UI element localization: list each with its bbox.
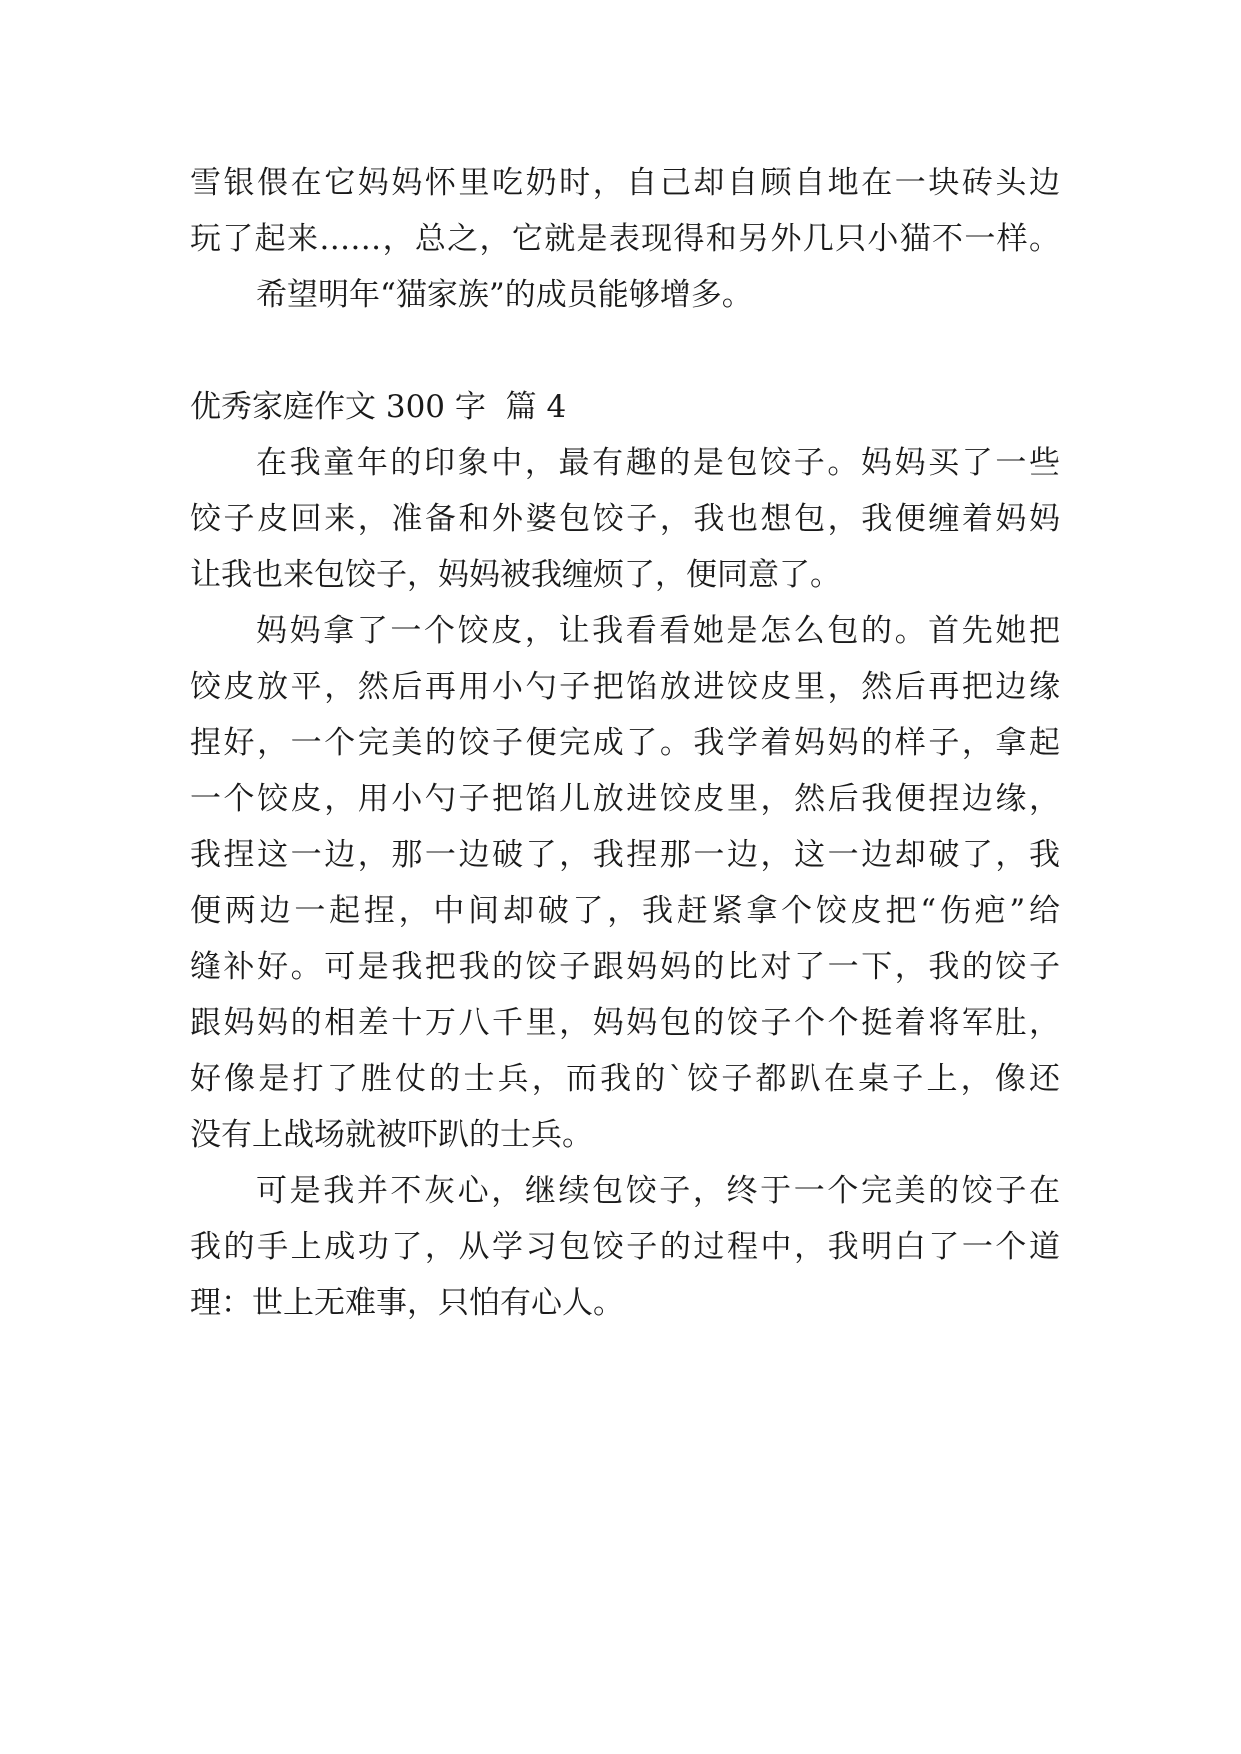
paragraph-line: 玩了起来……，总之，它就是表现得和另外几只小猫不一样。 bbox=[190, 221, 1060, 257]
paragraph-line: 缝补好。可是我把我的饺子跟妈妈的比对了一下，我的饺子 bbox=[190, 949, 1060, 985]
paragraph-line: 捏好，一个完美的饺子便完成了。我学着妈妈的样子，拿起 bbox=[190, 725, 1060, 761]
section-heading: 优秀家庭作文 300 字 篇 4 bbox=[190, 389, 567, 425]
paragraph-line: 我的手上成功了，从学习包饺子的过程中，我明白了一个道 bbox=[190, 1229, 1060, 1265]
paragraph-line: 让我也来包饺子，妈妈被我缠烦了，便同意了。 bbox=[190, 557, 841, 593]
paragraph-line: 跟妈妈的相差十万八千里，妈妈包的饺子个个挺着将军肚， bbox=[190, 1005, 1060, 1041]
paragraph-line: 没有上战场就被吓趴的士兵。 bbox=[190, 1117, 593, 1153]
paragraph-line: 一个饺皮，用小勺子把馅儿放进饺皮里，然后我便捏边缘， bbox=[190, 781, 1060, 817]
paragraph-line: 雪银偎在它妈妈怀里吃奶时，自己却自顾自地在一块砖头边 bbox=[190, 165, 1060, 201]
paragraph-line: 理：世上无难事，只怕有心人。 bbox=[190, 1285, 624, 1321]
paragraph-line: 妈妈拿了一个饺皮，让我看看她是怎么包的。首先她把 bbox=[256, 613, 1060, 649]
paragraph-line: 饺子皮回来，准备和外婆包饺子，我也想包，我便缠着妈妈 bbox=[190, 501, 1060, 537]
paragraph-line: 希望明年“猫家族”的成员能够增多。 bbox=[256, 277, 753, 313]
paragraph-line: 好像是打了胜仗的士兵，而我的`饺子都趴在桌子上，像还 bbox=[190, 1061, 1060, 1097]
paragraph-line: 便两边一起捏，中间却破了，我赶紧拿个饺皮把“伤疤”给 bbox=[190, 893, 1060, 929]
paragraph-line: 可是我并不灰心，继续包饺子，终于一个完美的饺子在 bbox=[256, 1173, 1060, 1209]
paragraph-line: 我捏这一边，那一边破了，我捏那一边，这一边却破了，我 bbox=[190, 837, 1060, 873]
paragraph-line: 在我童年的印象中，最有趣的是包饺子。妈妈买了一些 bbox=[256, 445, 1060, 481]
paragraph-line: 饺皮放平，然后再用小勺子把馅放进饺皮里，然后再把边缘 bbox=[190, 669, 1060, 705]
